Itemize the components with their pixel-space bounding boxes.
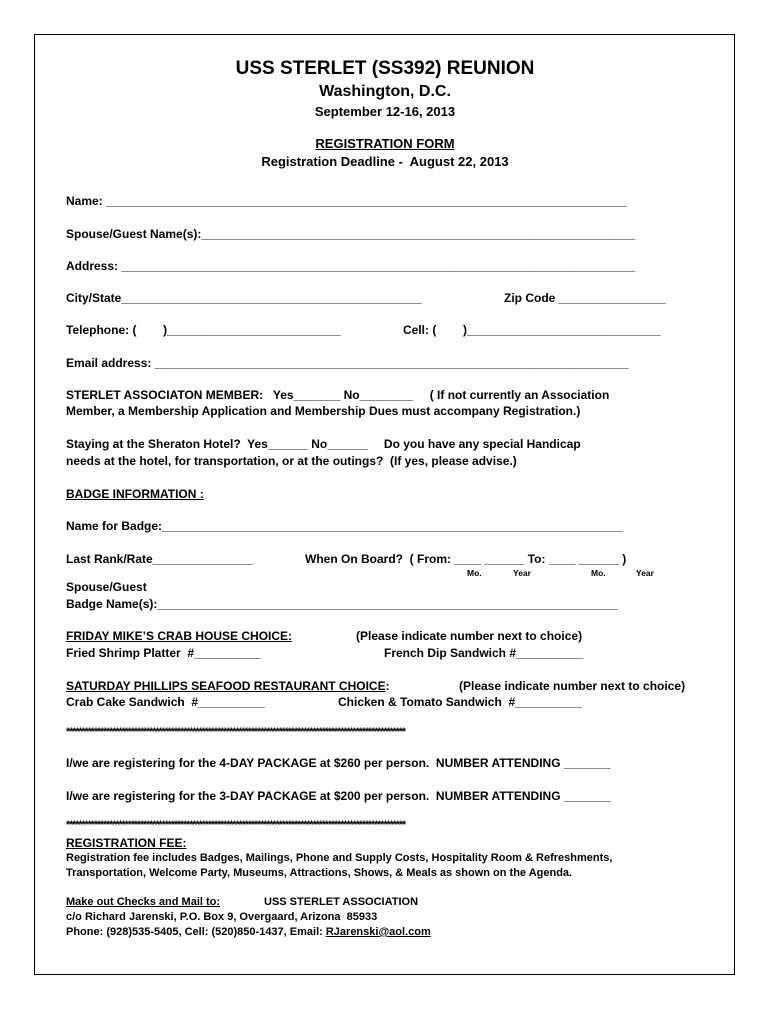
- form-title: REGISTRATION FORM: [315, 136, 455, 151]
- zip-code-field[interactable]: Zip Code ________________: [504, 291, 666, 305]
- from-year-caption: Year: [513, 568, 531, 578]
- mail-organization: USS STERLET ASSOCIATION: [264, 896, 419, 908]
- fee-line-1: Registration fee includes Badges, Mailings, Phone and Supply Costs, Hospitality Room & Refreshments,: [66, 852, 613, 864]
- contact-email-link[interactable]: RJarenski@aol.com: [325, 926, 431, 938]
- hotel-note: needs at the hotel, for transportation, or at the outings? (If yes, please advise.): [66, 454, 517, 468]
- contact-phones: Phone: (928)535-5405, Cell: (520)850-1437, Email:: [66, 926, 326, 938]
- separator-top: **************************************************************************************************************: [66, 726, 405, 738]
- telephone-field[interactable]: Telephone: ( )__________________________: [66, 323, 341, 337]
- city-state-field[interactable]: City/State_____________________________________________: [66, 291, 422, 305]
- mail-address: c/o Richard Jarenski, P.O. Box 9, Overgaard, Arizona 85933: [66, 911, 378, 923]
- name-field[interactable]: Name: ______________________________________________________________________________: [66, 194, 627, 208]
- last-rank-field[interactable]: Last Rank/Rate_______________: [66, 552, 253, 566]
- event-city: Washington, D.C.: [319, 83, 451, 100]
- to-year-caption: Year: [636, 568, 654, 578]
- member-note: Member, a Membership Application and Membership Dues must accompany Registration.): [66, 404, 581, 418]
- from-month-caption: Mo.: [467, 568, 482, 578]
- member-question[interactable]: STERLET ASSOCIATON MEMBER: Yes_______ No________ ( If not currently an Association: [66, 388, 610, 402]
- contact-line: [66, 926, 431, 938]
- three-day-package[interactable]: I/we are registering for the 3-DAY PACKAGE at $200 per person. NUMBER ATTENDING _______: [66, 789, 611, 803]
- fried-shrimp-choice[interactable]: Fried Shrimp Platter #__________: [66, 646, 261, 660]
- crab-cake-choice[interactable]: Crab Cake Sandwich #__________: [66, 695, 265, 709]
- registration-deadline: Registration Deadline - August 22, 2013: [261, 154, 509, 169]
- spouse-guest-field[interactable]: Spouse/Guest Name(s):_________________________________________________________________: [66, 227, 636, 241]
- cell-field[interactable]: Cell: ( )_____________________________: [403, 323, 661, 337]
- friday-note: (Please indicate number next to choice): [356, 629, 583, 643]
- event-dates: September 12-16, 2013: [314, 104, 456, 119]
- page-title: USS STERLET (SS392) REUNION: [235, 58, 535, 79]
- saturday-note: (Please indicate number next to choice): [459, 679, 686, 693]
- mail-label: Make out Checks and Mail to:: [66, 896, 221, 908]
- saturday-heading: SATURDAY PHILLIPS SEAFOOD RESTAURANT CHOICE: [66, 679, 386, 693]
- email-field[interactable]: Email address: _______________________________________________________________________: [66, 356, 629, 370]
- address-field[interactable]: Address: _____________________________________________________________________________: [66, 259, 636, 273]
- page-border: [34, 34, 735, 975]
- badge-name-field[interactable]: Name for Badge:_____________________________________________________________________: [66, 519, 623, 533]
- separator-bottom: **************************************************************************************************************: [66, 819, 405, 831]
- fee-heading: REGISTRATION FEE:: [66, 836, 187, 850]
- chicken-tomato-choice[interactable]: Chicken & Tomato Sandwich #__________: [338, 695, 582, 709]
- on-board-dates-field[interactable]: When On Board? ( From: ____ ______ To: ____ ______ ): [305, 552, 627, 566]
- friday-heading: FRIDAY MIKE’S CRAB HOUSE CHOICE:: [66, 629, 293, 643]
- four-day-package[interactable]: I/we are registering for the 4-DAY PACKAGE at $260 per person. NUMBER ATTENDING _______: [66, 756, 611, 770]
- saturday-colon: :: [385, 679, 390, 693]
- saturday-heading-line: [66, 679, 390, 693]
- spouse-badge-label: Spouse/Guest: [66, 580, 147, 594]
- french-dip-choice[interactable]: French Dip Sandwich #__________: [384, 646, 583, 660]
- hotel-question[interactable]: Staying at the Sheraton Hotel? Yes______ No______ Do you have any special Handicap: [66, 437, 581, 451]
- badge-heading: BADGE INFORMATION :: [66, 487, 204, 501]
- to-month-caption: Mo.: [591, 568, 606, 578]
- fee-line-2: Transportation, Welcome Party, Museums, Attractions, Shows, & Meals as shown on the Agenda.: [66, 867, 573, 879]
- spouse-badge-field[interactable]: Badge Name(s):_____________________________________________________________________: [66, 597, 618, 611]
